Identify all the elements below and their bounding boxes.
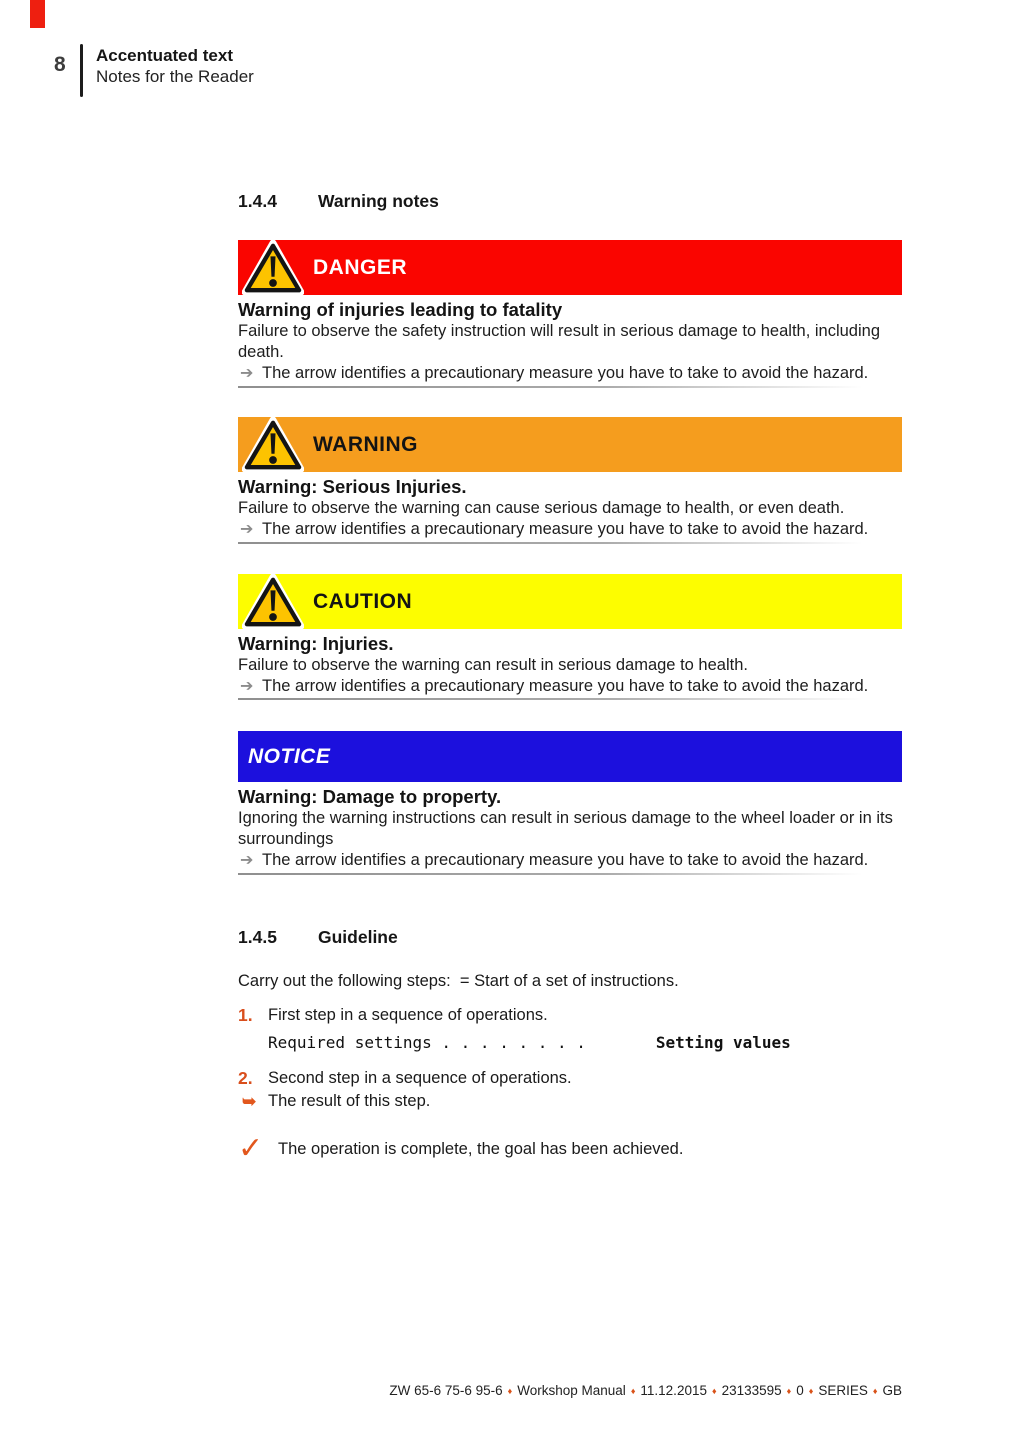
guideline-intro: Carry out the following steps: = Start of a set of instructions. bbox=[238, 972, 679, 990]
footer-item: SERIES bbox=[818, 1383, 868, 1398]
page-number: 8 bbox=[54, 53, 66, 76]
footer-item: 0 bbox=[796, 1383, 804, 1398]
right-arrow-icon: ➔ bbox=[240, 365, 254, 382]
danger-banner-label: DANGER bbox=[313, 255, 408, 279]
footer-item: GB bbox=[882, 1383, 902, 1398]
footer-item: Workshop Manual bbox=[517, 1383, 626, 1398]
warning-banner bbox=[238, 417, 902, 472]
notice-measure-text: The arrow identifies a precautionary measure you have to take to avoid the hazard. bbox=[262, 851, 869, 869]
warning-triangle-icon bbox=[242, 574, 304, 630]
warning-headline: Warning: Serious Injuries. bbox=[238, 476, 467, 497]
section-title: Warning notes bbox=[318, 191, 439, 211]
footer-item: ZW 65-6 75-6 95-6 bbox=[389, 1383, 503, 1398]
section-title: Guideline bbox=[318, 927, 398, 947]
notice-measure-row bbox=[238, 850, 902, 871]
divider-rule bbox=[238, 873, 902, 875]
result-text: The result of this step. bbox=[268, 1092, 431, 1110]
divider-rule bbox=[238, 542, 902, 544]
header-subtitle: Notes for the Reader bbox=[96, 67, 254, 86]
caution-banner-label: CAUTION bbox=[313, 589, 413, 613]
settings-label: Required settings bbox=[268, 1033, 432, 1052]
divider-rule bbox=[238, 386, 902, 388]
caution-body: Failure to observe the warning can result in serious damage to health. bbox=[238, 656, 748, 674]
danger-body: Failure to observe the safety instruction will result in serious damage to health, including death. bbox=[238, 322, 881, 361]
settings-dots: . . . . . . . . bbox=[431, 1033, 586, 1052]
step-text: Second step in a sequence of operations. bbox=[268, 1069, 572, 1087]
guideline-step-1 bbox=[238, 1005, 902, 1026]
step-text: First step in a sequence of operations. bbox=[268, 1006, 548, 1024]
section-heading-warning-notes bbox=[238, 191, 902, 211]
diamond-separator: ♦ bbox=[630, 1386, 636, 1396]
settings-value: Setting values bbox=[655, 1033, 791, 1052]
complete-text: The operation is complete, the goal has been achieved. bbox=[278, 1139, 684, 1158]
danger-measure-row bbox=[238, 363, 902, 384]
step-number: 2. bbox=[238, 1068, 253, 1088]
diamond-separator: ♦ bbox=[808, 1386, 814, 1396]
warning-body: Failure to observe the warning can cause serious damage to health, or even death. bbox=[238, 499, 845, 517]
danger-banner bbox=[238, 240, 902, 295]
step-result-row bbox=[238, 1091, 902, 1112]
divider-rule bbox=[238, 698, 902, 700]
right-arrow-icon: ➔ bbox=[240, 852, 254, 869]
settings-line bbox=[238, 1032, 902, 1053]
guideline-step-2 bbox=[238, 1068, 902, 1089]
notice-headline: Warning: Damage to property. bbox=[238, 786, 502, 807]
notice-banner-label: NOTICE bbox=[248, 744, 331, 768]
footer-item: 11.12.2015 bbox=[640, 1383, 707, 1398]
page-content bbox=[238, 0, 902, 1165]
step-number: 1. bbox=[238, 1005, 253, 1025]
page-corner-mark bbox=[30, 0, 45, 28]
diamond-separator: ♦ bbox=[507, 1386, 513, 1396]
caution-headline: Warning: Injuries. bbox=[238, 633, 394, 654]
result-arrow-icon: ➥ bbox=[242, 1092, 257, 1111]
notice-body: Ignoring the warning instructions can result in serious damage to the wheel loader or in its surroundings bbox=[238, 809, 893, 848]
section-number: 1.4.5 bbox=[238, 927, 277, 947]
warning-measure-row bbox=[238, 519, 902, 540]
warning-measure-text: The arrow identifies a precautionary measure you have to take to avoid the hazard. bbox=[262, 520, 869, 538]
header-divider-bar bbox=[80, 44, 83, 97]
diamond-separator: ♦ bbox=[872, 1386, 878, 1396]
danger-measure-text: The arrow identifies a precautionary measure you have to take to avoid the hazard. bbox=[262, 364, 869, 382]
warning-triangle-icon bbox=[242, 417, 304, 473]
checkmark-icon: ✓ bbox=[238, 1132, 264, 1165]
caution-measure-row bbox=[238, 676, 902, 697]
notice-banner bbox=[238, 731, 902, 782]
footer-item: 23133595 bbox=[721, 1383, 782, 1398]
diamond-separator: ♦ bbox=[786, 1386, 792, 1396]
header-title: Accentuated text bbox=[96, 46, 233, 65]
section-number: 1.4.4 bbox=[238, 191, 277, 211]
danger-headline: Warning of injuries leading to fatality bbox=[238, 299, 563, 320]
warning-banner-label: WARNING bbox=[313, 432, 418, 456]
page-footer bbox=[389, 1383, 902, 1398]
caution-measure-text: The arrow identifies a precautionary measure you have to take to avoid the hazard. bbox=[262, 677, 869, 695]
warning-triangle-icon bbox=[242, 240, 304, 296]
section-heading-guideline bbox=[238, 927, 902, 947]
operation-complete-row bbox=[238, 1132, 902, 1165]
right-arrow-icon: ➔ bbox=[240, 521, 254, 538]
right-arrow-icon: ➔ bbox=[240, 678, 254, 695]
caution-banner bbox=[238, 574, 902, 629]
diamond-separator: ♦ bbox=[711, 1386, 717, 1396]
